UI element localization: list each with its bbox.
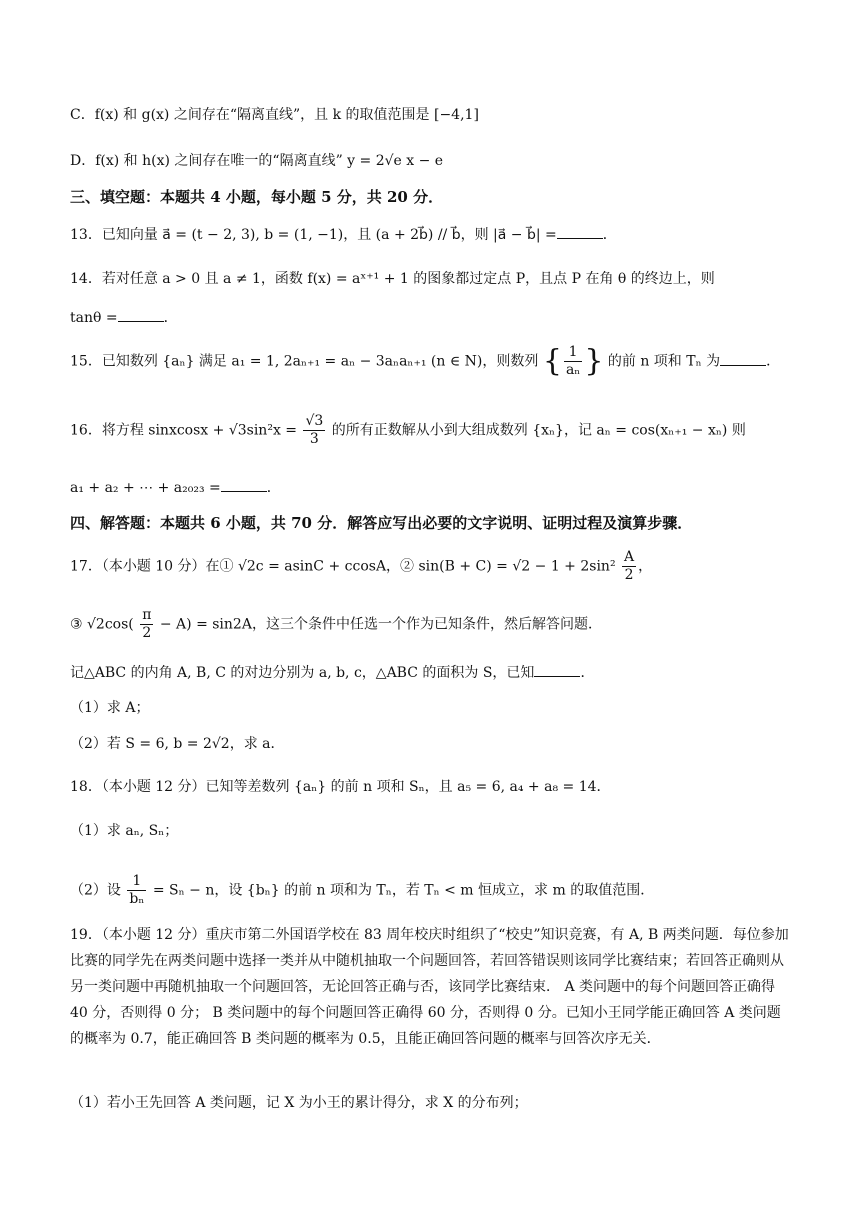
question-19: 19．（本小题 12 分）重庆市第二外国语学校在 83 周年校庆时组织了“校史”知识竞赛，有 A, B 两类问题．每位参加比赛的同学先在两类问题中选择一类并从中随机抽取一个问题回答，若回答错误则该同学比赛结束；若回答正确则从另一类问题中再随机抽取一个问题回答，无论回答正确与否，该同学比赛结束． A 类问题中的每个问题回答正确得 40 分，否则得 0 分； B 类问题中的每个问题回答正确得 60 分，否则得 0 分。已知小王同学能正确回答 A 类问题的概率为 0.7，能正确回答 B 类问题的概率为 0.5，且能正确回答问题的概率与回答次序无关． <box>70 927 789 1047</box>
section-three-heading: 三、填空题：本题共 4 小题，每小题 5 分，共 20 分． <box>70 188 444 206</box>
fraction: $\frac{A}{2}$ <box>624 549 635 583</box>
answer-blank <box>557 224 603 239</box>
fraction: $\frac{√3}{3}$ <box>305 413 324 447</box>
answer-blank <box>534 662 580 677</box>
option-d: D．f(x) 和 h(x) 之间存在唯一的“隔离直线” y = 2√e x − e <box>70 153 444 169</box>
question-17: 17．（本小题 10 分）在① √2c = asinC + ccosA，② sin(B + C) = √2 − 1 + 2sin² $\frac{A}{2}$ ， <box>70 549 653 583</box>
question-14-cont: tanθ = ． <box>70 307 178 328</box>
question-17-part-1: （1）求 A； <box>70 700 150 716</box>
fraction: $\frac{1}{\text{aₙ}}$ <box>565 344 581 378</box>
question-18-part-2: （2）设 $\frac{1}{\text{bₙ}}$ = Sₙ − n，设 {bₙ} 的前 n 项和为 Tₙ，若 Tₙ < m 恒成立，求 m 的取值范围． <box>70 873 655 907</box>
answer-blank <box>720 351 766 366</box>
fraction: $\frac{\pi}{2}$ <box>142 607 152 641</box>
answer-blank <box>118 307 164 322</box>
question-15: 15．已知数列 {aₙ} 满足 a₁ = 1, 2aₙ₊₁ = aₙ − 3aₙaₙ₊₁ (n ∈ N)，则数列 { $\frac{1}{\text{aₙ}}$ } 的前 n 项和 Tₙ 为 ． <box>70 343 781 379</box>
answer-blank <box>221 477 267 492</box>
question-16-cont: a₁ + a₂ + ⋯ + a₂₀₂₃ = ． <box>70 477 281 498</box>
question-17-setup: 记△ABC 的内角 A, B, C 的对边分别为 a, b, c，△ABC 的面积为 S，已知 ． <box>70 662 594 683</box>
question-18-part-1: （1）求 aₙ, Sₙ； <box>70 823 179 839</box>
question-16: 16．将方程 sinxcosx + √3sin²x = $\frac{√3}{3}$ 的所有正数解从小到大组成数列 {xₙ}，记 aₙ = cos(xₙ₊₁ − xₙ) 则 <box>70 413 746 447</box>
question-14: 14．若对任意 a > 0 且 a ≠ 1，函数 f(x) = aˣ⁺¹ + 1 的图象都过定点 P，且点 P 在角 θ 的终边上，则 <box>70 271 715 287</box>
question-19-part-1: （1）若小王先回答 A 类问题，记 X 为小王的累计得分，求 X 的分布列； <box>70 1095 528 1111</box>
section-four-heading: 四、解答题：本题共 6 小题，共 70 分．解答应写出必要的文字说明、证明过程及演算步骤． <box>70 514 693 532</box>
option-c: C．f(x) 和 g(x) 之间存在“隔离直线”，且 k 的取值范围是 [−4,1] <box>70 107 479 123</box>
question-17-condition-3: ③ √2cos( $\frac{\pi}{2}$ − A) = sin2A，这三个条件中任选一个作为已知条件，然后解答问题． <box>70 607 602 641</box>
question-13: 13．已知向量 a⃗ = (t − 2, 3), b = (1, −1)，且 (a + 2b⃗) // b⃗，则 |a⃗ − b⃗| = ． <box>70 224 617 245</box>
question-17-part-2: （2）若 S = 6, b = 2√2，求 a． <box>70 736 285 752</box>
fraction: $\frac{1}{\text{bₙ}}$ <box>129 873 145 907</box>
question-18: 18．（本小题 12 分）已知等差数列 {aₙ} 的前 n 项和 Sₙ，且 a₅ = 6, a₄ + a₈ = 14． <box>70 779 611 795</box>
